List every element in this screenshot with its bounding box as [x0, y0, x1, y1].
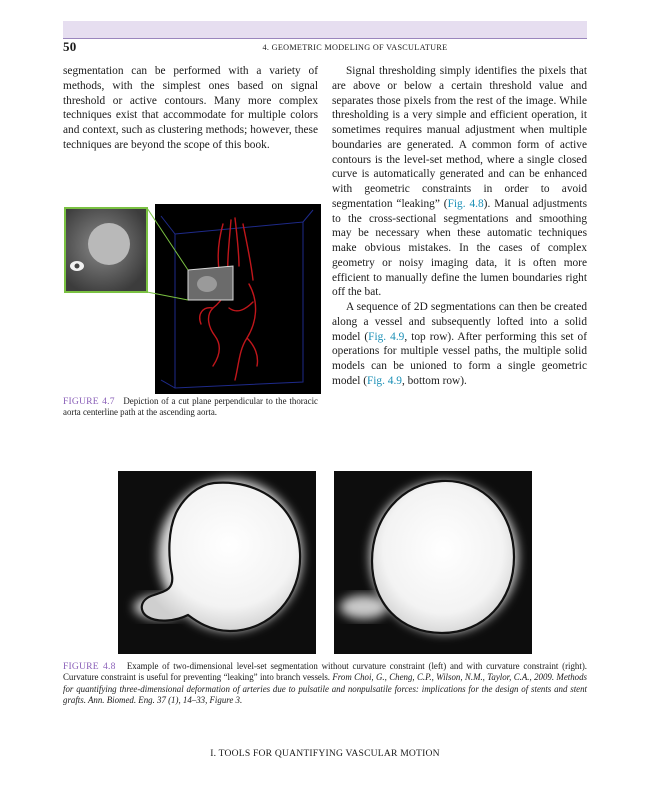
right-p2-text-c: , bottom row). [401, 374, 467, 387]
figure-4-7-caption [63, 396, 318, 419]
figure-4-7-caption-text: Depiction of a cut plane perpendicular to the thoracic aorta centerline path at the ascending aorta. [63, 396, 318, 418]
segmentation-with-curvature-constraint [334, 471, 532, 654]
figure-4-8-label: FIGURE 4.8 [63, 661, 116, 672]
right-paragraph-2 [332, 300, 587, 389]
left-column [63, 64, 318, 153]
figure-4-7-label: FIGURE 4.7 [63, 396, 115, 407]
cut-plane-lumen [197, 276, 217, 292]
contour-constrained [372, 481, 514, 633]
right-column [332, 64, 587, 389]
header-rule [63, 38, 587, 39]
figure-4-8-source: From Choi, G., Cheng, C.P., Wilson, N.M., Taylor, C.A., 2009. Methods for quantifying three-dimensional deformation of arteries due to pulsatile and nonpulsatile forces: implications for the design of stents and stent grafts. Ann. Biomed. Eng. 37 (1), 14–33, Figure 3. [63, 672, 587, 706]
right-p1-text-a: Signal thresholding simply identifies the pixels that are above or below a certain threshold value and separates those pixels from the rest of the image. While thresholding is a very simple and efficient operation, it sometimes requires manual adjustment when multiple boundaries are generated. A common form of active contours is the level-set method, where a single closed curve is automatically generated and can be enhanced with geometric constraints in order to avoid segmentation “leaking” ( [332, 65, 587, 210]
right-p2-text-b: , top row). After performing this set of operations for multiple vessel paths, the multiple solid models can be unioned to form a single geometric model ( [332, 330, 587, 387]
header-band [63, 21, 587, 38]
figure-4-8-image [118, 471, 532, 654]
figure-4-8-caption [63, 661, 587, 707]
left-paragraph: segmentation can be performed with a variety of methods, with the simplest ones based on signal threshold or active contours. Many more complex techniques exist that accommodate for multiple colors and context, such as clustering methods; however, these techniques are beyond the scope of this book. [63, 65, 318, 151]
right-paragraph-1 [332, 64, 587, 300]
figure-4-7-image [63, 204, 321, 394]
ct-aorta-lumen [88, 223, 130, 265]
right-p1-text-b: ). Manual adjustments to the cross-sectional segmentations and smoothing may be necessary when these automatic techniques make obvious mistakes. In the cases of complex geometry or noisy imaging data, it is often more efficient to manually define the lumen boundaries right off the bat. [332, 197, 587, 299]
fig-4-9-reference-link-top[interactable]: Fig. 4.9 [368, 330, 405, 343]
right-p2-text-a: A sequence of 2D segmentations can then be created along a vessel and subsequently lofted into a solid model ( [332, 301, 587, 343]
page-footer: I. TOOLS FOR QUANTIFYING VASCULAR MOTION [210, 748, 440, 759]
fig-4-8-reference-link[interactable]: Fig. 4.8 [447, 197, 484, 210]
fig-4-9-reference-link-bottom[interactable]: Fig. 4.9 [366, 374, 402, 387]
segmentation-no-curvature-constraint [118, 471, 316, 654]
page-number: 50 [63, 39, 77, 54]
figure-4-8-caption-text: Example of two-dimensional level-set segmentation without curvature constraint (left) and with curvature constraint (right). Curvature constraint is useful for preventing “leaking” into branch vessels. [63, 661, 587, 683]
running-head: 4. GEOMETRIC MODELING OF VASCULATURE [262, 43, 448, 52]
